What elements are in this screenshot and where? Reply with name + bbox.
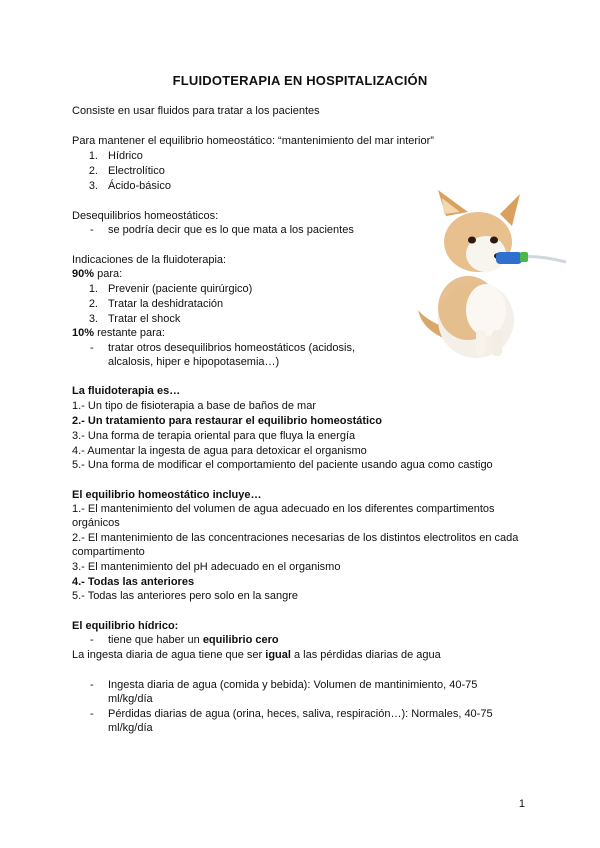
water-rule-pre: La ingesta diaria de agua tiene que ser — [72, 649, 266, 661]
quiz1-option: 5.- Una forma de modificar el comportamiento del paciente usando agua como castigo — [72, 459, 493, 471]
list-item: Tratar la deshidratación — [108, 298, 224, 310]
other-imbalances-line2: alcalosis, hiper e hipopotasemia…) — [108, 356, 280, 368]
bullet-dash: - — [90, 679, 94, 691]
pct-90: 90% — [72, 268, 95, 280]
imbalance-note: se podría decir que es lo que mata a los pacientes — [108, 224, 354, 236]
list-item: Electrolítico — [108, 165, 165, 177]
list-number: 3. — [88, 313, 98, 325]
indications-90-line — [72, 267, 122, 281]
water-rule-post: a las pérdidas diarias de agua — [290, 649, 441, 661]
water-heading: El equilibrio hídrico: — [72, 620, 179, 632]
quiz1-heading: La fluidoterapia es… — [72, 385, 181, 397]
quiz2-option-cont: orgánicos — [72, 517, 120, 529]
dog-leg — [476, 330, 486, 356]
water-rule — [72, 648, 441, 662]
list-item: Tratar el shock — [108, 313, 181, 325]
water-bullet-text: tiene que haber un — [108, 634, 203, 646]
quiz1-option: 1.- Un tipo de fisioterapia a base de baños de mar — [72, 400, 316, 412]
list-item: Hídrico — [108, 150, 143, 162]
list-number: 1. — [88, 283, 98, 295]
quiz2-option: 5.- Todas las anteriores pero solo en la sangre — [72, 590, 299, 602]
bullet-dash: - — [90, 708, 94, 720]
list-number: 3. — [88, 180, 98, 192]
chihuahua-photo — [408, 190, 568, 362]
dog-eye — [468, 237, 476, 244]
indications-heading: Indicaciones de la fluidoterapia: — [72, 254, 227, 266]
dog-ear — [500, 194, 520, 226]
other-imbalances-line1: tratar otros desequilibrios homeostáticos (acidosis, — [108, 342, 356, 354]
zero-balance: equilibrio cero — [202, 634, 279, 646]
hose-connector — [496, 252, 522, 264]
dog-chest — [466, 284, 506, 336]
bullet-dash: - — [90, 224, 94, 236]
dog-eye — [490, 237, 498, 244]
bullet-dash: - — [90, 342, 94, 354]
quiz2-option-cont: compartimento — [72, 546, 145, 558]
list-item: Prevenir (paciente quirúrgico) — [108, 283, 253, 295]
imbalance-heading: Desequilibrios homeostáticos: — [72, 210, 219, 222]
intro-text: Consiste en usar fluidos para tratar a los pacientes — [72, 105, 320, 117]
intake-line1: Ingesta diaria de agua (comida y bebida): Volumen de mantinimiento, 40-75 — [108, 679, 478, 691]
quiz2-option: 1.- El mantenimiento del volumen de agua adecuado en los diferentes compartimentos — [72, 503, 495, 515]
loss-line2: ml/kg/día — [108, 722, 153, 734]
page-number: 1 — [518, 798, 525, 810]
quiz2-option: 2.- El mantenimiento de las concentraciones necesarias de los distintos electrolitos en cada — [72, 532, 519, 544]
pct-90-rest: para: — [94, 268, 123, 280]
page-title: FLUIDOTERAPIA EN HOSPITALIZACIÓN — [172, 73, 428, 88]
quiz1-option: 3.- Una forma de terapia oriental para que fluya la energía — [72, 430, 356, 442]
quiz1-option-correct: 2.- Un tratamiento para restaurar el equilibrio homeostático — [72, 415, 382, 427]
hose-cap — [520, 252, 528, 262]
water-bullet — [108, 633, 279, 647]
list-item: Ácido-básico — [108, 180, 171, 192]
pct-10: 10% — [72, 327, 95, 339]
list-number: 2. — [88, 298, 98, 310]
quiz2-option-correct: 4.- Todas las anteriores — [72, 576, 195, 588]
equilibrium-lead: Para mantener el equilibrio homeostático: “mantenimiento del mar interior” — [72, 135, 434, 147]
dog-leg — [492, 330, 502, 356]
indications-10-line — [72, 326, 165, 340]
pct-10-rest: restante para: — [94, 327, 165, 339]
list-number: 1. — [88, 150, 98, 162]
list-number: 2. — [88, 165, 98, 177]
quiz2-heading: El equilibrio homeostático incluye… — [72, 489, 262, 501]
quiz1-option: 4.- Aumentar la ingesta de agua para detoxicar el organismo — [72, 445, 367, 457]
bullet-dash: - — [90, 634, 94, 646]
water-rule-bold: igual — [265, 649, 291, 661]
loss-line1: Pérdidas diarias de agua (orina, heces, saliva, respiración…): Normales, 40-75 — [108, 708, 493, 720]
quiz2-option: 3.- El mantenimiento del pH adecuado en el organismo — [72, 561, 341, 573]
intake-line2: ml/kg/día — [108, 693, 153, 705]
